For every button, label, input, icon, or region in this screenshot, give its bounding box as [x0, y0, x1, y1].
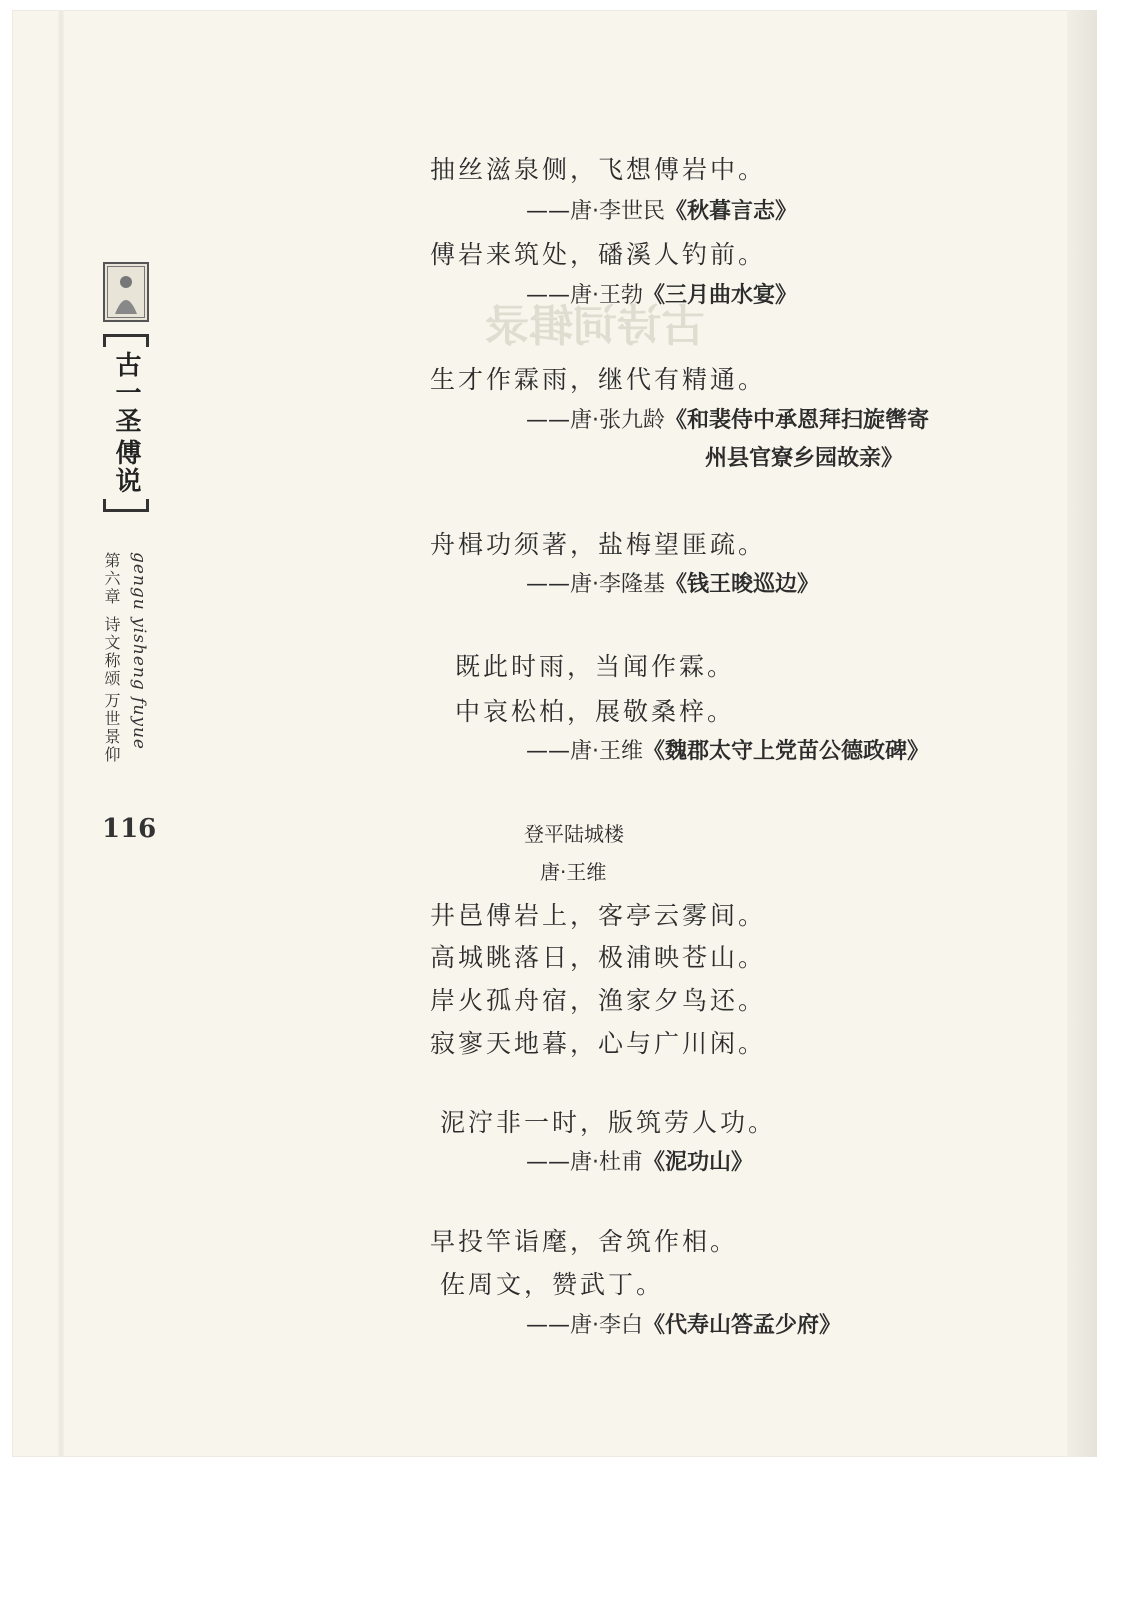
poem-author: 唐·王维 [540, 860, 607, 884]
book-title-text: 古一圣 [111, 351, 141, 435]
page-number: 116 [102, 814, 157, 844]
poem-line: 井邑傅岩上，客亭云雾间。 [430, 901, 767, 930]
verse-line: 抽丝滋泉侧，飞想傅岩中。 [430, 155, 767, 184]
verse-author: ——唐·李世民 [526, 199, 665, 224]
poem-line: 高城眺落日，极浦映苍山。 [430, 943, 767, 972]
verse-attribution [526, 734, 929, 765]
verse-line: 泥泞非一时，版筑劳人功。 [440, 1108, 777, 1137]
verse-attribution [526, 194, 797, 225]
verse-line: 中哀松柏，展敬桑梓。 [455, 697, 736, 726]
verse-line: 傅岩来筑处，磻溪人钓前。 [430, 240, 767, 269]
verse-line: 佐周文，赞武丁。 [440, 1270, 665, 1299]
verse-author: ——唐·张九龄 [526, 408, 665, 433]
verse-work-cont: 州县官寮乡园故亲》 [705, 446, 904, 471]
book-subtitle: 傅说 [111, 439, 141, 495]
pinyin-title: gengu yisheng fuyue [129, 552, 149, 750]
verse-work: 《代寿山答孟少府》 [643, 1313, 842, 1338]
poem-line: 寂寥天地暮，心与广川闲。 [430, 1029, 767, 1058]
verse-author: ——唐·李白 [526, 1313, 643, 1338]
poem-line: 岸火孤舟宿，渔家夕鸟还。 [430, 986, 767, 1015]
verse-line: 舟楫功须著，盐梅望匪疏。 [430, 530, 767, 559]
page-gutter [58, 10, 64, 1457]
poem-title: 登平陆城楼 [524, 822, 624, 846]
verse-work: 《秋暮言志》 [665, 199, 798, 224]
verse-line: 早投竿诣麾，舍筑作相。 [430, 1227, 739, 1256]
chapter-title-paren: 万世景仰 [102, 692, 121, 764]
verse-author: ——唐·王维 [526, 739, 643, 764]
verse-attribution [526, 1145, 753, 1176]
verse-work: 《三月曲水宴》 [643, 283, 798, 308]
verse-attribution [526, 567, 819, 598]
verse-work: 《魏郡太守上党苗公德政碑》 [643, 739, 930, 764]
verse-attribution [526, 403, 929, 434]
verse-author: ——唐·李隆基 [526, 572, 665, 597]
verse-work: 《泥功山》 [643, 1150, 754, 1175]
verse-attribution [526, 278, 797, 309]
verse-line: 生才作霖雨，继代有精通。 [430, 365, 767, 394]
chapter-heading [100, 552, 149, 762]
verse-work-continued [705, 441, 903, 472]
chapter-number: 第六章 [102, 552, 121, 606]
page-edge [1067, 10, 1097, 1457]
figure-icon [105, 264, 147, 320]
verse-work: 《钱王晙巡边》 [665, 572, 820, 597]
verse-attribution [526, 1308, 841, 1339]
show-through-text: 古诗词辑录 [485, 301, 705, 352]
verse-author: ——唐·王勃 [526, 283, 643, 308]
book-title [102, 334, 150, 512]
verse-work: 《和裴侍中承恩拜扫旋辔寄 [665, 408, 930, 433]
portrait-image [103, 262, 149, 322]
chapter-title: 诗文称颂 [102, 616, 121, 688]
verse-author: ——唐·杜甫 [526, 1150, 643, 1175]
verse-line: 既此时雨，当闻作霖。 [455, 652, 736, 681]
